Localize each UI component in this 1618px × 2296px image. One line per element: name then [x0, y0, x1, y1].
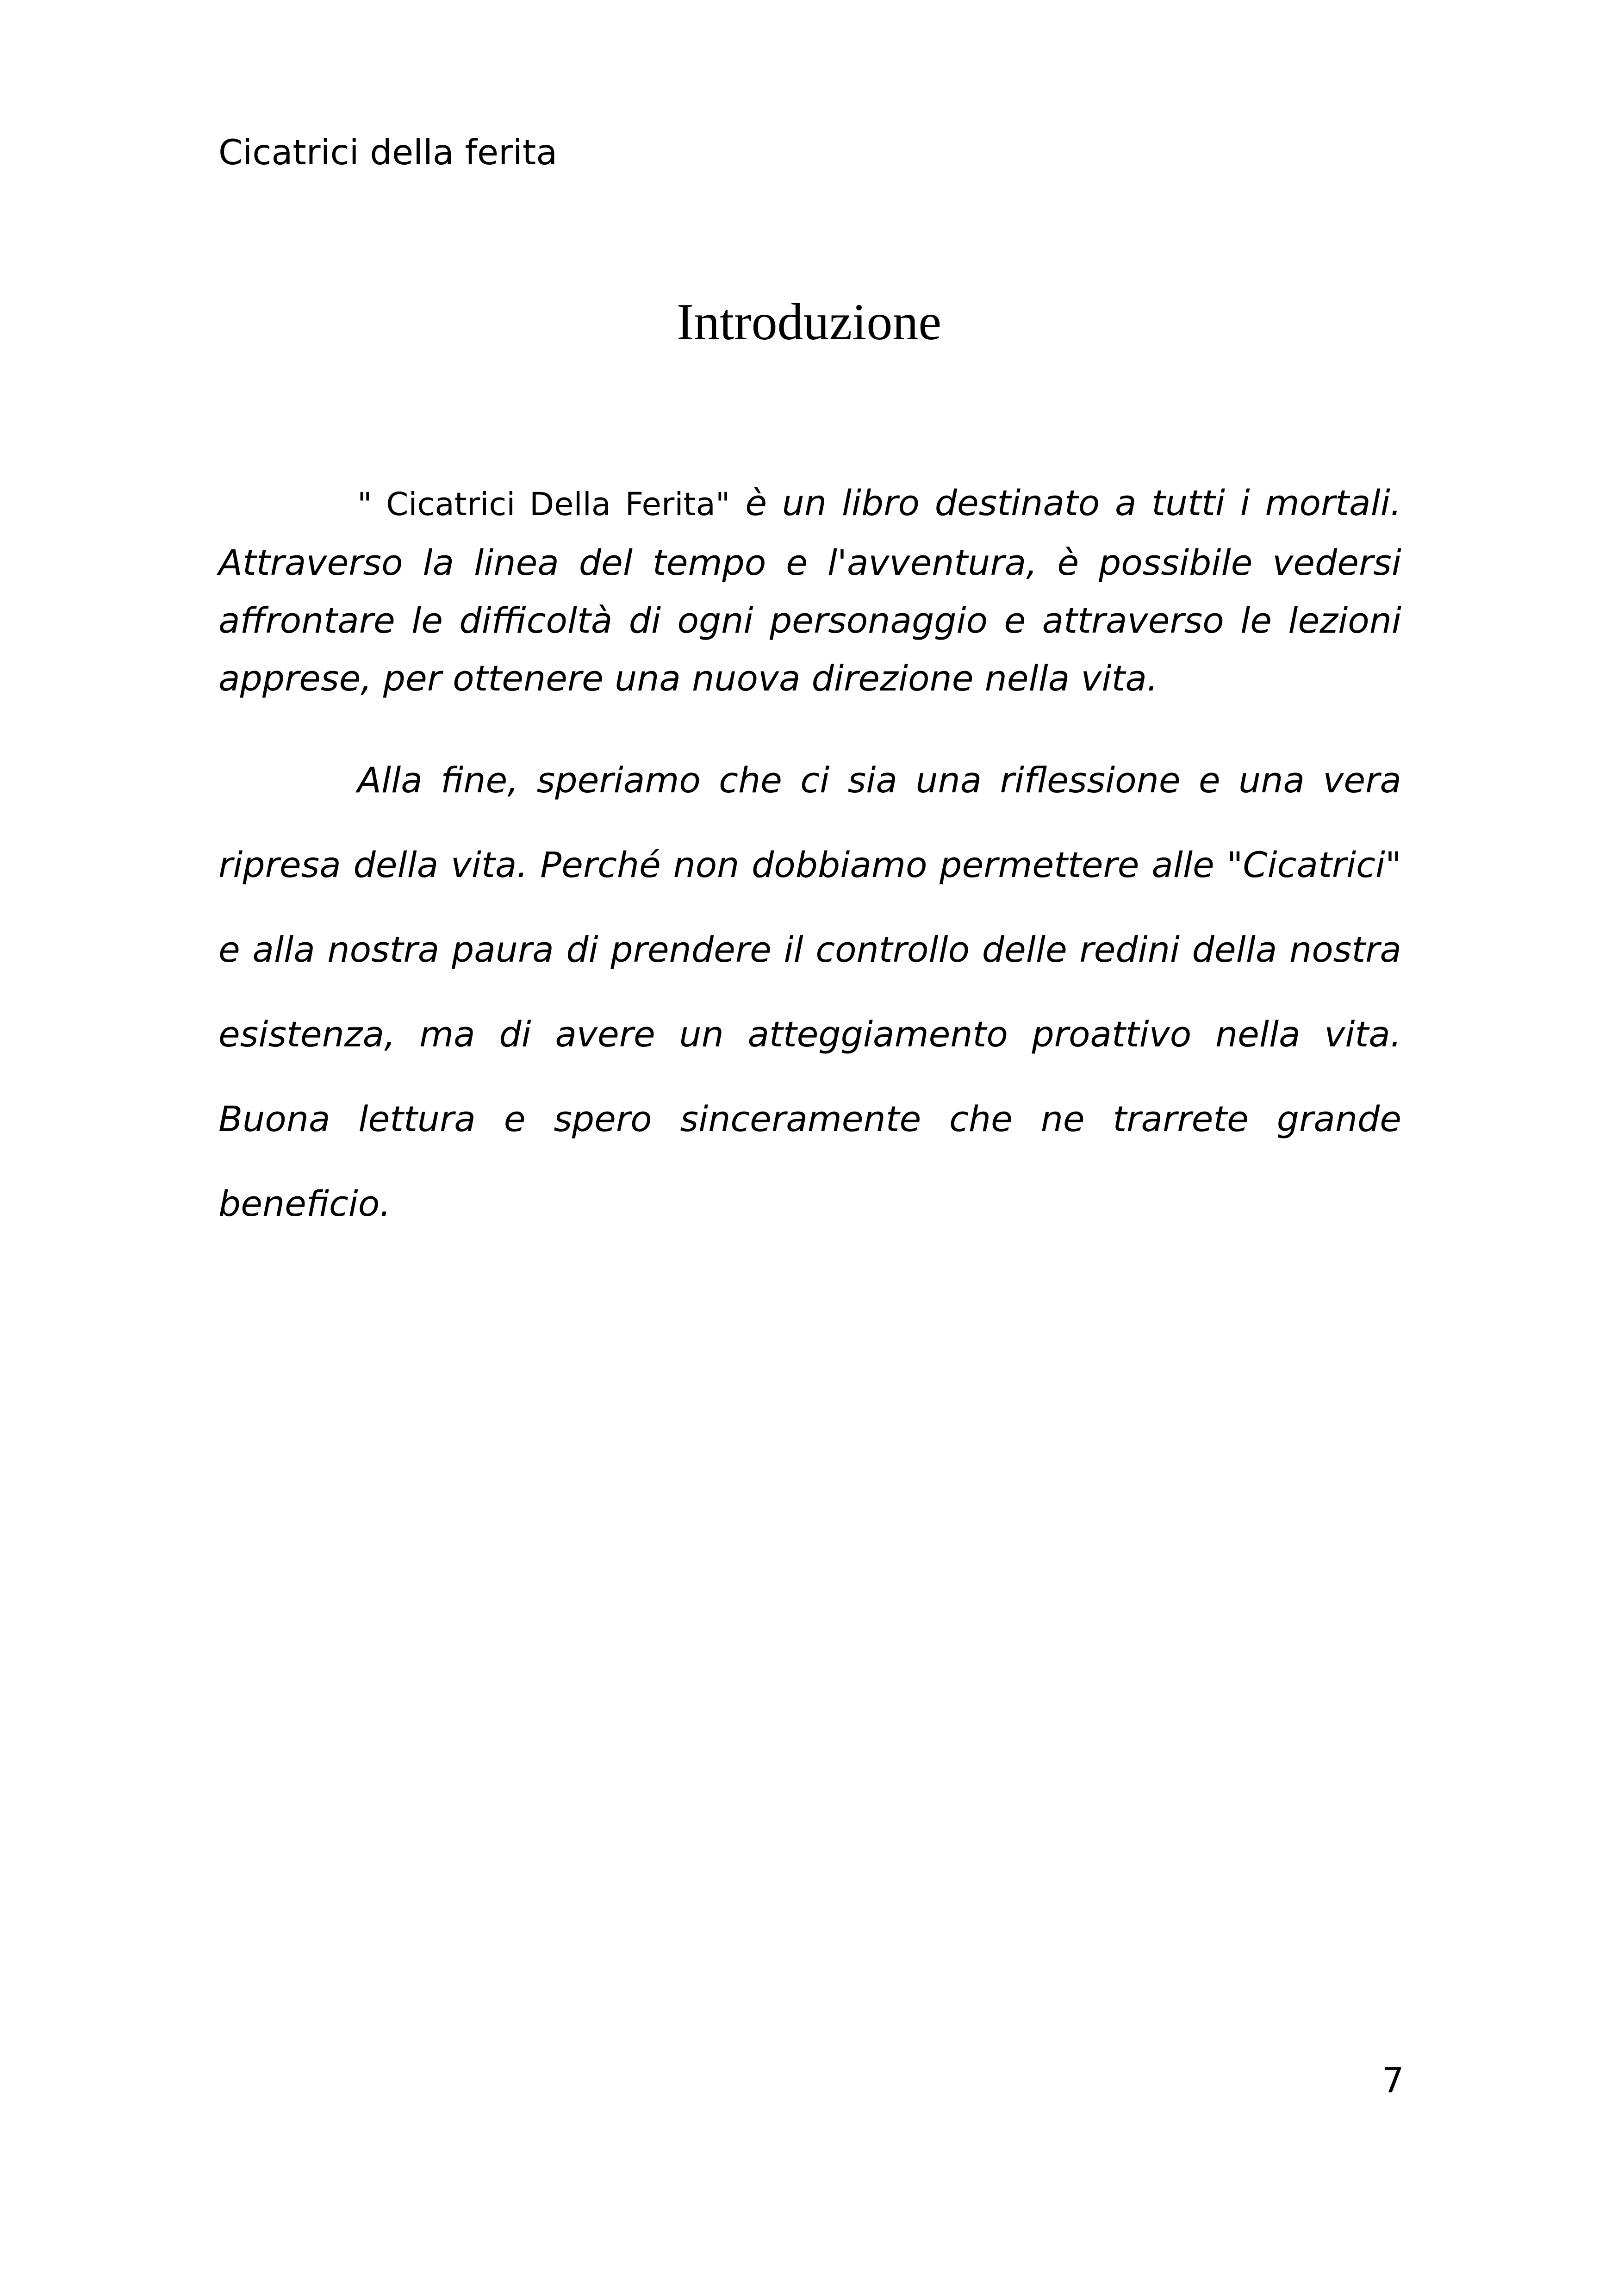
running-header: Cicatrici della ferita: [218, 132, 558, 173]
intro-paragraph-1-text: è un libro destinato a tutti i mortali. Attraverso la linea del tempo e l'avventura, è possibile vedersi affrontare le difficoltà di ogni personaggio e attraverso le lezioni apprese, per ottenere una nuova direzione nella vita.: [218, 482, 1401, 699]
intro-paragraph-2: Alla fine, speriamo che ci sia una riflessione e una vera ripresa della vita. Perché non dobbiamo permettere alle "Cicatrici" e alla nostra paura di prendere il controllo delle redini della nostra esistenza, ma di avere un atteggiamento proattivo nella vita. Buona lettura e spero sinceramente che ne trarrete grande beneficio.: [218, 759, 1401, 1224]
page-number: 7: [1382, 2060, 1404, 2101]
intro-paragraph-1: [218, 474, 1401, 707]
page-title: Introduzione: [676, 293, 942, 351]
book-title-quote: " Cicatrici Della Ferita": [357, 486, 730, 523]
